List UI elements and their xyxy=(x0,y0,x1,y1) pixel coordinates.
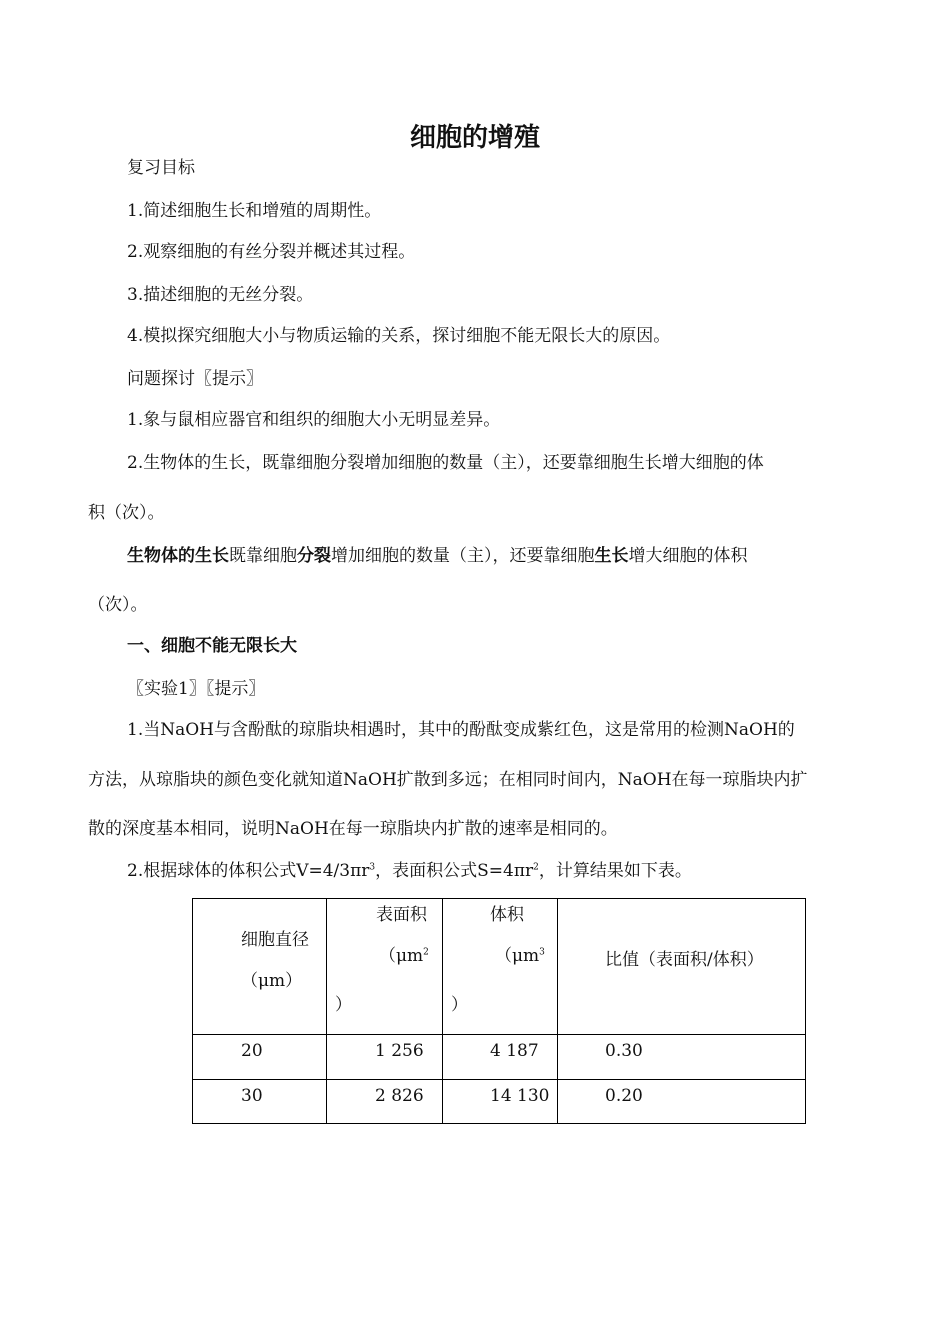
review-goal-item-3: 3.描述细胞的无丝分裂。 xyxy=(127,285,314,305)
summary-bold-growth: 生物体的生长 xyxy=(127,546,229,566)
header-surface-area-close: ） xyxy=(335,995,352,1015)
discussion-item-2-line-1: 2.生物体的生长，既靠细胞分裂增加细胞的数量（主），还要靠细胞生长增大细胞的体 xyxy=(127,453,764,473)
summary-text-2: 增加细胞的数量（主），还要靠细胞 xyxy=(331,546,595,566)
row-1-ratio: 0.30 xyxy=(605,1041,643,1061)
discussion-label: 问题探讨〖提示〗 xyxy=(127,369,263,389)
summary-text-3: 增大细胞的体积 xyxy=(628,546,748,566)
row-1-volume: 4 187 xyxy=(490,1041,539,1061)
formula-volume-text: 2.根据球体的体积公式V=4/3πr xyxy=(127,861,370,881)
header-diameter: 细胞直径 xyxy=(241,930,309,950)
table-column-divider xyxy=(326,899,327,1123)
row-2-volume: 14 130 xyxy=(490,1086,550,1106)
header-surface-area: 表面积 xyxy=(376,905,427,925)
row-1-diameter: 20 xyxy=(241,1041,263,1061)
header-surface-area-unit: （$\mu m^2$ xyxy=(379,946,429,966)
formula-area-exponent: 2 xyxy=(533,862,539,873)
formula-volume-exponent: 3 xyxy=(369,862,376,873)
summary-paragraph-line-2: （次）。 xyxy=(88,595,148,615)
summary-text-1: 既靠细胞 xyxy=(229,546,297,566)
header-volume-close: ） xyxy=(451,995,468,1015)
summary-bold-division: 分裂 xyxy=(297,546,331,566)
review-goal-item-1: 1.简述细胞生长和增殖的周期性。 xyxy=(127,201,382,221)
experiment-label: 〖实验1〗〖提示〗 xyxy=(127,679,266,699)
row-2-surface-area: 2 826 xyxy=(375,1086,424,1106)
review-goals-label: 复习目标 xyxy=(127,158,195,178)
section-heading: 一、细胞不能无限长大 xyxy=(127,636,297,656)
summary-paragraph-line-1 xyxy=(127,545,748,567)
summary-bold-cell-growth: 生长 xyxy=(594,546,629,566)
experiment-paragraph-1-line-1: 1.当NaOH与含酚酞的琼脂块相遇时，其中的酚酞变成紫红色，这是常用的检测NaOH的 xyxy=(127,720,795,740)
formula-area-text: ，表面积公式S=4πr xyxy=(375,861,534,881)
discussion-item-2-line-2: 积（次）。 xyxy=(88,503,165,523)
table-row-divider xyxy=(193,1079,805,1080)
row-2-ratio: 0.20 xyxy=(605,1086,643,1106)
experiment-paragraph-1-line-2: 方法，从琼脂块的颜色变化就知道NaOH扩散到多远；在相同时间内，NaOH在每一琼脂块内扩 xyxy=(88,770,808,790)
table-column-divider xyxy=(442,899,443,1123)
experiment-paragraph-2 xyxy=(127,860,692,882)
header-diameter-unit: （μm） xyxy=(241,971,303,991)
header-ratio: 比值（表面积/体积） xyxy=(605,950,764,970)
experiment-paragraph-1-line-3: 散的深度基本相同，说明NaOH在每一琼脂块内扩散的速率是相同的。 xyxy=(88,819,618,839)
review-goal-item-2: 2.观察细胞的有丝分裂并概述其过程。 xyxy=(127,242,416,262)
header-volume-unit: （$\mu m^3$ xyxy=(495,946,545,966)
results-table xyxy=(192,898,806,1124)
discussion-item-1: 1.象与鼠相应器官和组织的细胞大小无明显差异。 xyxy=(127,410,501,430)
table-row-divider xyxy=(193,1034,805,1035)
row-2-diameter: 30 xyxy=(241,1086,263,1106)
formula-tail-text: ，计算结果如下表。 xyxy=(538,861,692,881)
review-goal-item-4: 4.模拟探究细胞大小与物质运输的关系，探讨细胞不能无限长大的原因。 xyxy=(127,326,671,346)
header-volume: 体积 xyxy=(490,905,524,925)
table-column-divider xyxy=(557,899,558,1123)
document-title: 细胞的增殖 xyxy=(409,123,540,153)
row-1-surface-area: 1 256 xyxy=(375,1041,424,1061)
